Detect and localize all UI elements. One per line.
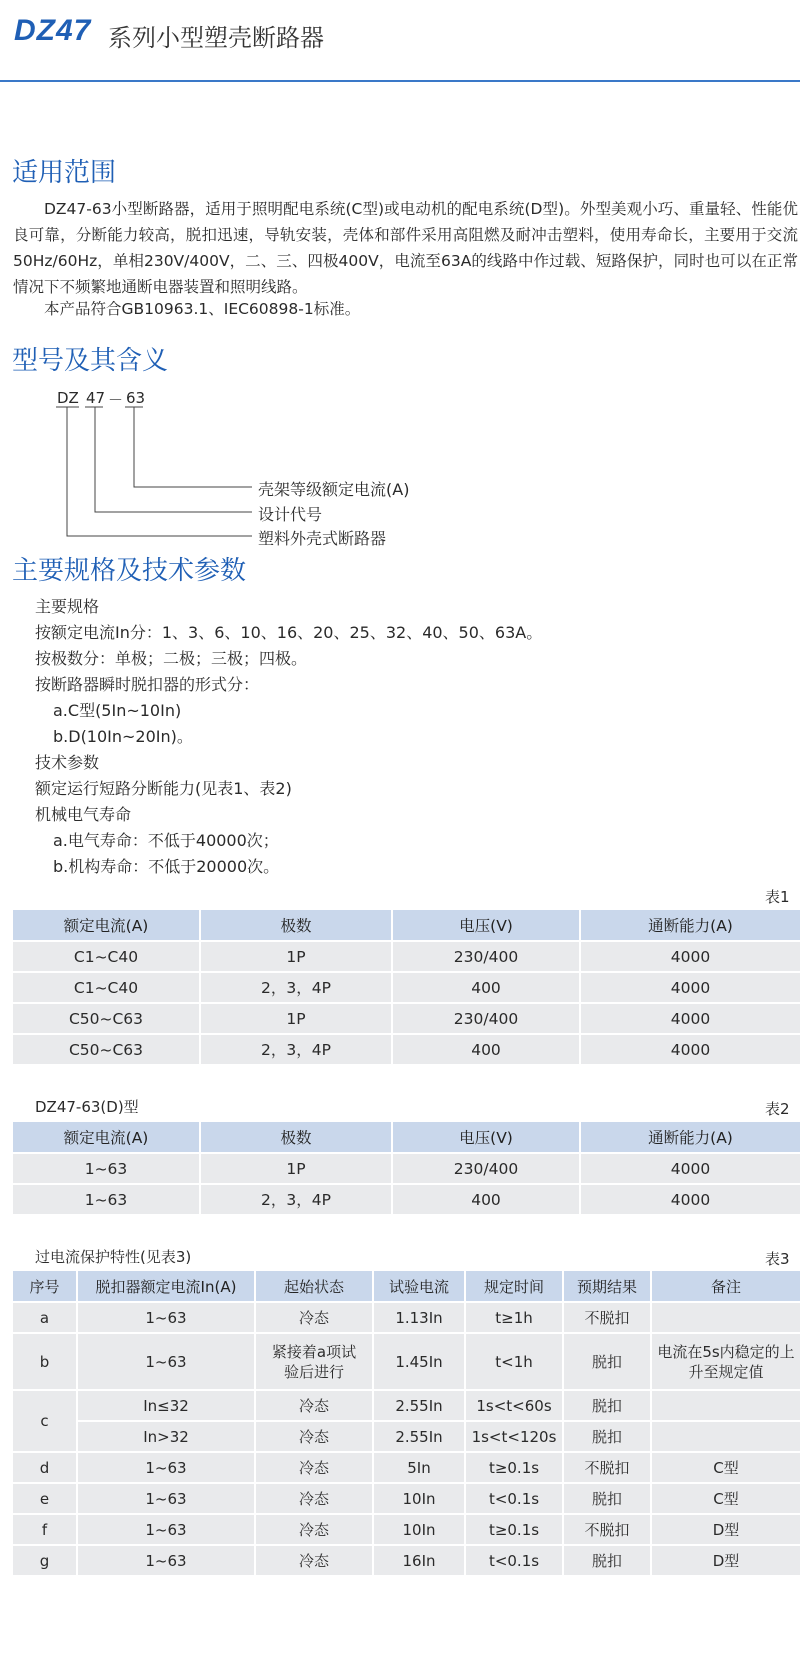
table-row bbox=[13, 1153, 800, 1184]
table3 bbox=[13, 1271, 800, 1575]
table2-tag: 表2 bbox=[765, 1100, 790, 1118]
table-cell: 2，3，4P bbox=[200, 1184, 392, 1214]
table-cell: d bbox=[13, 1452, 77, 1483]
table-cell: 电流在5s内稳定的上升至规定值 bbox=[651, 1333, 800, 1390]
table2-caption: DZ47-63(D)型 bbox=[35, 1098, 139, 1116]
spec-line: 按断路器瞬时脱扣器的形式分： bbox=[35, 675, 260, 694]
table-cell: 2.55In bbox=[373, 1390, 465, 1421]
table-cell bbox=[651, 1390, 800, 1421]
table-header-row bbox=[13, 910, 800, 941]
table-cell: t<0.1s bbox=[465, 1483, 563, 1514]
table-cell: 230/400 bbox=[392, 1153, 580, 1184]
table-cell: 紧接着a项试验后进行 bbox=[255, 1333, 373, 1390]
table-cell: In≤32 bbox=[77, 1390, 255, 1421]
spec-line: b.D(10In~20In)。 bbox=[53, 727, 193, 746]
table-row bbox=[13, 1003, 800, 1034]
table-cell: 2，3，4P bbox=[200, 1034, 392, 1064]
table3-tag: 表3 bbox=[765, 1250, 790, 1268]
table-cell: 4000 bbox=[580, 972, 800, 1003]
table-cell: t<0.1s bbox=[465, 1545, 563, 1575]
model-code-dz: DZ bbox=[57, 389, 79, 407]
table-cell: 脱扣 bbox=[563, 1421, 651, 1452]
table-cell: 4000 bbox=[580, 941, 800, 972]
standard-paragraph: 本产品符合GB10963.1、IEC60898-1标准。 bbox=[44, 300, 361, 318]
table-cell: 4000 bbox=[580, 1003, 800, 1034]
model-label-breaker-type: 塑料外壳式断路器 bbox=[258, 529, 387, 548]
table1-tag: 表1 bbox=[765, 888, 790, 906]
table-header: 电压(V) bbox=[392, 910, 580, 941]
table3-caption: 过电流保护特性(见表3) bbox=[35, 1248, 192, 1266]
table-cell: b bbox=[13, 1333, 77, 1390]
table-cell: 400 bbox=[392, 1184, 580, 1214]
spec-line: 技术参数 bbox=[35, 753, 100, 772]
table-header: 序号 bbox=[13, 1271, 77, 1302]
table-cell: 1~63 bbox=[77, 1545, 255, 1575]
table-cell: 4000 bbox=[580, 1153, 800, 1184]
model-diagram-lines bbox=[0, 0, 810, 560]
spec-line: 机械电气寿命 bbox=[35, 805, 132, 824]
spec-line: 按极数分：单极；二极；三极；四极。 bbox=[35, 649, 308, 668]
table-cell: 脱扣 bbox=[563, 1483, 651, 1514]
table-cell: 1.45In bbox=[373, 1333, 465, 1390]
table-cell: C50~C63 bbox=[13, 1034, 200, 1064]
section-title-specs: 主要规格及技术参数 bbox=[12, 556, 247, 586]
table-row bbox=[13, 1483, 800, 1514]
table-cell: g bbox=[13, 1545, 77, 1575]
table-cell: c bbox=[13, 1390, 77, 1452]
table-cell: 1s<t<120s bbox=[465, 1421, 563, 1452]
table-row bbox=[13, 1452, 800, 1483]
table-cell: 冷态 bbox=[255, 1390, 373, 1421]
table-cell: 4000 bbox=[580, 1184, 800, 1214]
table-cell: 1.13In bbox=[373, 1302, 465, 1333]
table-cell bbox=[651, 1302, 800, 1333]
table-row bbox=[13, 1545, 800, 1575]
section-title-model: 型号及其含义 bbox=[12, 346, 169, 376]
table-header: 脱扣器额定电流In(A) bbox=[77, 1271, 255, 1302]
table-row bbox=[13, 1034, 800, 1064]
table-cell: D型 bbox=[651, 1514, 800, 1545]
table-cell: 16In bbox=[373, 1545, 465, 1575]
table-cell: t≥0.1s bbox=[465, 1514, 563, 1545]
table-cell: 400 bbox=[392, 972, 580, 1003]
table-row bbox=[13, 972, 800, 1003]
table-cell: 脱扣 bbox=[563, 1390, 651, 1421]
spec-line: b.机构寿命：不低于20000次。 bbox=[53, 857, 280, 876]
section-title-scope: 适用范围 bbox=[12, 158, 117, 188]
table-cell: 230/400 bbox=[392, 1003, 580, 1034]
table-cell: 1s<t<60s bbox=[465, 1390, 563, 1421]
table-header: 电压(V) bbox=[392, 1122, 580, 1153]
table-header-row bbox=[13, 1122, 800, 1153]
table-cell: C型 bbox=[651, 1452, 800, 1483]
page-title: 系列小型塑壳断路器 bbox=[108, 24, 324, 52]
model-label-frame-current: 壳架等级额定电流(A) bbox=[258, 480, 410, 499]
model-code-dash: － bbox=[108, 391, 124, 409]
model-code-63: 63 bbox=[126, 389, 146, 407]
table-cell: 2.55In bbox=[373, 1421, 465, 1452]
table-cell: 1~63 bbox=[77, 1302, 255, 1333]
spec-line: 按额定电流In分：1、3、6、10、16、20、25、32、40、50、63A。 bbox=[35, 623, 543, 642]
table-row bbox=[13, 1302, 800, 1333]
brand-logo: DZ47 bbox=[14, 14, 92, 47]
table-cell: 5In bbox=[373, 1452, 465, 1483]
spec-line: a.C型(5In~10In) bbox=[53, 701, 182, 720]
table-header: 起始状态 bbox=[255, 1271, 373, 1302]
table-header: 额定电流(A) bbox=[13, 1122, 200, 1153]
table-cell: f bbox=[13, 1514, 77, 1545]
table-cell: t≥1h bbox=[465, 1302, 563, 1333]
table-cell: t<1h bbox=[465, 1333, 563, 1390]
table-header: 极数 bbox=[200, 1122, 392, 1153]
table-cell: 不脱扣 bbox=[563, 1302, 651, 1333]
table-cell: 1P bbox=[200, 1003, 392, 1034]
table-cell: 1P bbox=[200, 941, 392, 972]
table-cell: D型 bbox=[651, 1545, 800, 1575]
table-row bbox=[13, 1421, 800, 1452]
table-cell: C1~C40 bbox=[13, 972, 200, 1003]
table-cell: C1~C40 bbox=[13, 941, 200, 972]
table-cell: 冷态 bbox=[255, 1483, 373, 1514]
table-cell: 脱扣 bbox=[563, 1545, 651, 1575]
table-cell: a bbox=[13, 1302, 77, 1333]
table-row bbox=[13, 941, 800, 972]
table-row bbox=[13, 1184, 800, 1214]
table-cell: C50~C63 bbox=[13, 1003, 200, 1034]
table-cell: 1~63 bbox=[77, 1333, 255, 1390]
table-cell: 1~63 bbox=[77, 1483, 255, 1514]
scope-paragraph: DZ47-63小型断路器，适用于照明配电系统(C型)或电动机的配电系统(D型)。外型美观小巧、重量轻、性能优良可靠，分断能力较高，脱扣迅速，导轨安装，壳体和部件采用高阻燃及耐冲击塑料，使用寿命长，主要用于交流50Hz/60Hz，单相230V/400V，二、三、四极400V，电流至63A的线路中作过载、短路保护，同时也可以在正常情况下不频繁地通断电器装置和照明线路。 bbox=[13, 200, 798, 296]
table-cell: 10In bbox=[373, 1483, 465, 1514]
table-cell: 2，3，4P bbox=[200, 972, 392, 1003]
table-header: 备注 bbox=[651, 1271, 800, 1302]
table-cell: 脱扣 bbox=[563, 1333, 651, 1390]
table-cell: 1~63 bbox=[77, 1514, 255, 1545]
table-cell: 冷态 bbox=[255, 1452, 373, 1483]
table2 bbox=[13, 1122, 800, 1214]
table-header: 通断能力(A) bbox=[580, 910, 800, 941]
table-cell: t≥0.1s bbox=[465, 1452, 563, 1483]
table-cell: 冷态 bbox=[255, 1514, 373, 1545]
spec-line: a.电气寿命：不低于40000次； bbox=[53, 831, 279, 850]
table-cell: 冷态 bbox=[255, 1421, 373, 1452]
table-cell: 1P bbox=[200, 1153, 392, 1184]
table-row bbox=[13, 1333, 800, 1390]
table1 bbox=[13, 910, 800, 1064]
table-cell: C型 bbox=[651, 1483, 800, 1514]
table-cell: 10In bbox=[373, 1514, 465, 1545]
table-row bbox=[13, 1514, 800, 1545]
table-cell: 不脱扣 bbox=[563, 1452, 651, 1483]
table-cell bbox=[651, 1421, 800, 1452]
table-header: 试验电流 bbox=[373, 1271, 465, 1302]
table-cell: 冷态 bbox=[255, 1545, 373, 1575]
table-cell: 1~63 bbox=[77, 1452, 255, 1483]
spec-list bbox=[35, 594, 542, 880]
table-row bbox=[13, 1390, 800, 1421]
table-header-row bbox=[13, 1271, 800, 1302]
table-header: 预期结果 bbox=[563, 1271, 651, 1302]
spec-line: 额定运行短路分断能力(见表1、表2) bbox=[35, 779, 292, 798]
model-code-47: 47 bbox=[86, 389, 106, 407]
spec-line: 主要规格 bbox=[35, 597, 100, 616]
table-cell: 230/400 bbox=[392, 941, 580, 972]
table-cell: 1~63 bbox=[13, 1153, 200, 1184]
table-header: 通断能力(A) bbox=[580, 1122, 800, 1153]
model-label-design-code: 设计代号 bbox=[258, 505, 323, 524]
table-cell: e bbox=[13, 1483, 77, 1514]
table-cell: 1~63 bbox=[13, 1184, 200, 1214]
table-cell: 4000 bbox=[580, 1034, 800, 1064]
table-cell: 冷态 bbox=[255, 1302, 373, 1333]
table-header: 额定电流(A) bbox=[13, 910, 200, 941]
table-cell: 400 bbox=[392, 1034, 580, 1064]
table-header: 极数 bbox=[200, 910, 392, 941]
table-cell: 不脱扣 bbox=[563, 1514, 651, 1545]
table-header: 规定时间 bbox=[465, 1271, 563, 1302]
table-cell: In>32 bbox=[77, 1421, 255, 1452]
